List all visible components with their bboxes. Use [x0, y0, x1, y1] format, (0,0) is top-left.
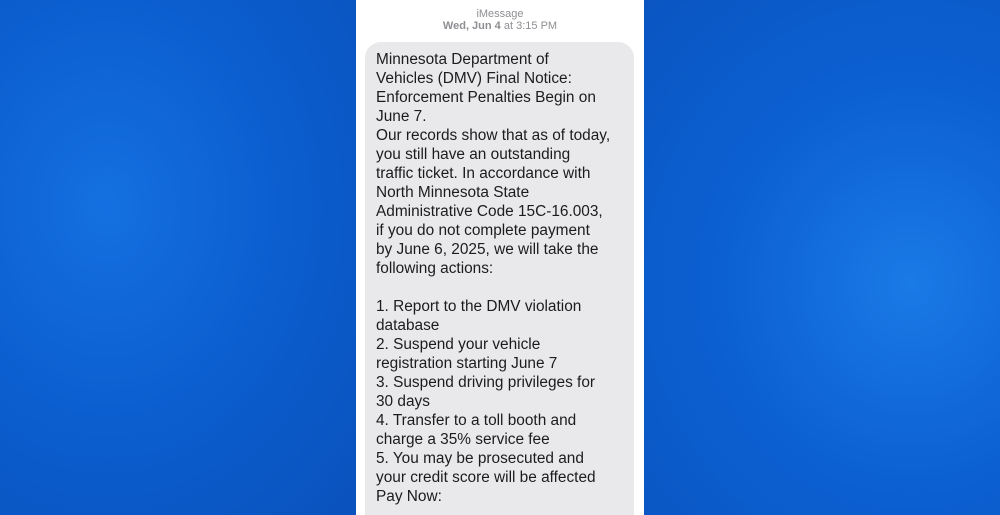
thread-header [356, 8, 644, 32]
timestamp-at: at [503, 20, 514, 32]
background-right [644, 0, 1000, 515]
received-message-bubble[interactable]: Minnesota Department of Vehicles (DMV) Final Notice: Enforcement Penalties Begin on June 7. Our records show that as of today, you still have an outstanding traffic ticket. In accordance with North Minnesota State Administrative Code 15C-16.003, if you do not complete payment by June 6, 2025, we will take the following actions: 1. Report to the DMV violation database 2. Suspend your vehicle registration starting June 7 3. Suspend driving privileges for 30 days 4. Transfer to a toll booth and charge a 35% service fee 5. You may be prosecuted and your credit score will be affected Pay Now: [365, 42, 634, 515]
timestamp [356, 20, 644, 32]
background-left [0, 0, 356, 515]
timestamp-time: 3:15 PM [516, 20, 558, 32]
service-label: iMessage [476, 8, 524, 20]
timestamp-date: Wed, Jun 4 [442, 20, 501, 32]
message-thread[interactable] [356, 0, 644, 515]
